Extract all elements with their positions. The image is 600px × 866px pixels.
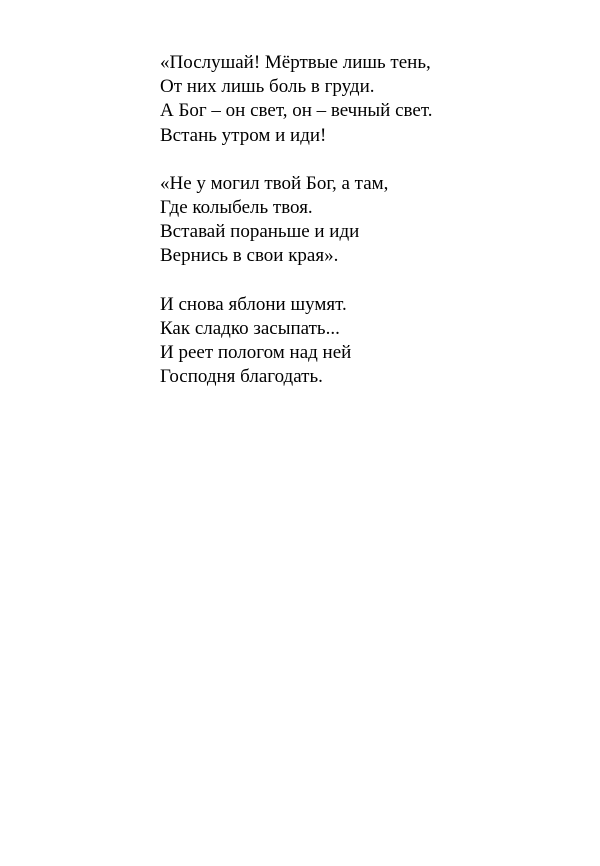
poem-line: Где колыбель твоя.: [160, 197, 313, 219]
poem-line: Встань утром и иди!: [160, 124, 327, 146]
poem-line: Господня благодать.: [160, 366, 323, 388]
poem-text: [160, 51, 560, 413]
stanza-3: [160, 293, 560, 390]
poem-line: От них лишь боль в груди.: [160, 76, 375, 98]
poem-line: «Послушай! Мёртвые лишь тень,: [160, 52, 431, 73]
stanza-2: [160, 172, 560, 269]
poem-line: А Бог – он свет, он – вечный свет.: [160, 100, 433, 122]
poem-line: Как сладко засыпать...: [160, 317, 340, 339]
poem-line: Вставай пораньше и иди: [160, 221, 360, 243]
poem-line: И снова яблони шумят.: [160, 293, 347, 315]
poem-line: «Не у могил твой Бог, а там,: [160, 172, 389, 194]
poem-line: Вернись в свои края».: [160, 245, 339, 267]
stanza-1: [160, 51, 560, 148]
poem-line: И реет пологом над ней: [160, 342, 352, 364]
